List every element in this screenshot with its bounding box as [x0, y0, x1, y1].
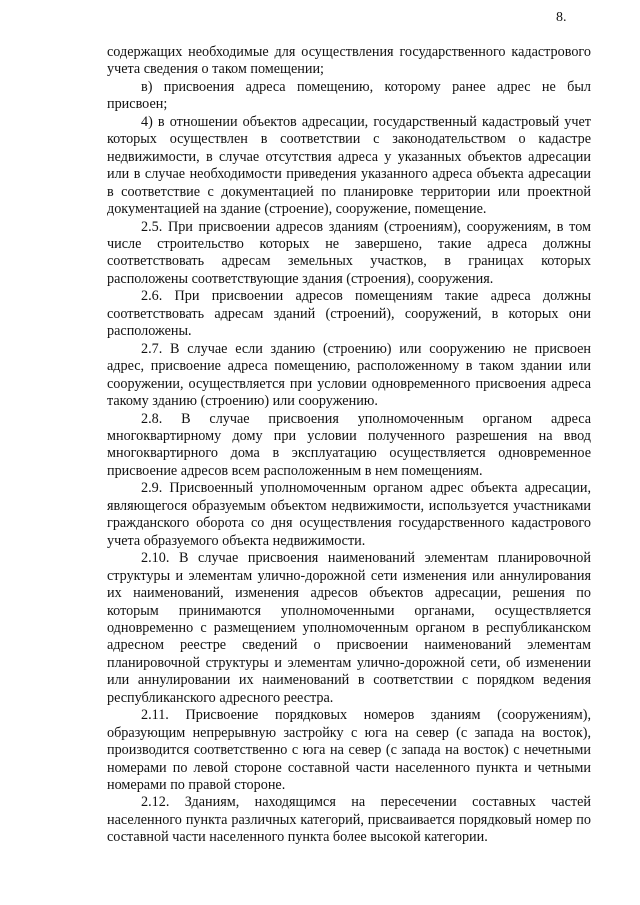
paragraph-2-8: 2.8. В случае присвоения уполномоченным органом адреса многоквартирному дому при условии полученного разрешения на ввод многоквартирного дома в эксплуатацию осуществляется одновременное присвоение адресов всем расположенным в нем помещениям. [107, 410, 591, 479]
paragraph-continuation: содержащих необходимые для осуществления государственного кадастрового учета сведения о таком помещении; [107, 44, 591, 78]
page-number: 8. [556, 10, 567, 25]
paragraph-item-4: 4) в отношении объектов адресации, государственный кадастровый учет которых осуществлен в соответствии с законодательством о кадастре недвижимости, в случае отсутствия адреса у указанных объектов адресации или в случае необходимости приведения указанного адреса объекта адресации в соответствие с документацией по планировке территории или проектной документацией на здание (строение), сооружение, помещение. [107, 113, 591, 218]
paragraph-item-v: в) присвоения адреса помещению, которому ранее адрес не был присвоен; [107, 78, 591, 113]
document-body [107, 44, 591, 847]
paragraph-2-7: 2.7. В случае если зданию (строению) или сооружению не присвоен адрес, присвоение адреса помещению, расположенному в таком здании или сооружении, осуществляется при условии одновременного присвоения адреса такому зданию (строению) или сооружению. [107, 340, 591, 410]
paragraph-2-9: 2.9. Присвоенный уполномоченным органом адрес объекта адресации, являющегося образуемым объектом недвижимости, используется участниками гражданского оборота со дня осуществления государственного кадастрового учета образуемого объекта недвижимости. [107, 480, 591, 549]
paragraph-2-10: 2.10. В случае присвоения наименований элементам планировочной структуры и элементам улично-дорожной сети изменения или аннулирования их наименований, изменения адресов объектов адресации, решения по которым принимаются уполномоченными органами, осуществляется одновременно с размещением уполномоченным органом в республиканском адресном реестре сведений о присвоении наименований элементам планировочной структуры и элементам улично-дорожной сети, об изменении или аннулировании их наименований в соответствии с порядком ведения республиканского адресного реестра. [107, 550, 591, 706]
paragraph-2-12: 2.12. Зданиям, находящимся на пересечении составных частей населенного пункта различных категорий, присваивается порядковый номер по составной части населенного пункта более высокой категории. [107, 794, 591, 846]
paragraph-2-11: 2.11. Присвоение порядковых номеров зданиям (сооружениям), образующим непрерывную застройку с юга на север (с запада на восток), производится соответственно с юга на север (с запада на восток) с нечетными номерами по левой стороне составной части населенного пункта и четными номерами по правой стороне. [107, 707, 591, 794]
paragraph-2-6: 2.6. При присвоении адресов помещениям такие адреса должны соответствовать адресам зданий (строений), сооружений, в которых они расположены. [107, 288, 591, 340]
paragraph-2-5: 2.5. При присвоении адресов зданиям (строениям), сооружениям, в том числе строительство которых не завершено, такие адреса должны соответствовать адресам земельных участков, в границах которых расположены соответствующие здания (строения), сооружения. [107, 218, 591, 287]
